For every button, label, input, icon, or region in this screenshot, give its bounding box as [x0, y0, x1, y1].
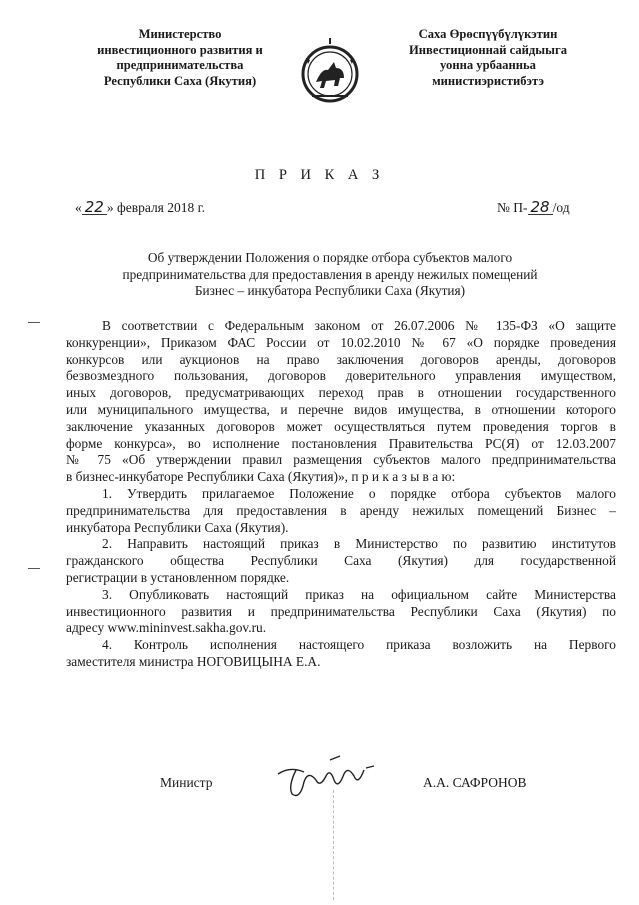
item-2-line: 2. Направить настоящий приказ в Министерство по развитию институтов [102, 536, 616, 552]
order-body [66, 318, 616, 671]
punch-mark [28, 568, 40, 569]
header-right-line: Саха Өрөспүүбүлүкэтин [418, 27, 558, 41]
header-left-line: Министерство [138, 27, 222, 41]
item-1-line: предпринимательства для предоставления в аренду нежилых помещений Бизнес – [66, 502, 616, 518]
item-3-line: адресу www.mininvest.sakha.gov.ru. [66, 620, 267, 636]
title-line: Об утверждении Положения о порядке отбора субъектов малого [147, 250, 513, 265]
item-1-line: инкубатора Республики Саха (Якутия). [66, 519, 289, 535]
title-line: Бизнес – инкубатора Республики Саха (Якутия) [194, 283, 466, 298]
signatory-name: А.А. САФРОНОВ [423, 775, 527, 790]
body-line: конкуренции», Приказом ФАС России от 10.02.2010 № 67 «О порядке проведения [66, 334, 616, 350]
body-line: в бизнес-инкубаторе Республики Саха (Якутия)», п р и к а з ы в а ю: [66, 469, 456, 485]
body-line: иных договоров, предусматривающих переход прав в отношении государственного [66, 385, 616, 401]
body-line: № 75 «Об утверждении правил размещения субъектов малого предпринимательства [66, 452, 616, 468]
number-suffix: /од [552, 200, 570, 215]
body-line: заключение указанных договоров может осуществляться путем проведения торгов в [66, 418, 616, 434]
body-line: форме конкурса», во исполнение постановления Правительства РС(Я) от 12.03.2007 [66, 435, 616, 451]
date-open-quote: « [75, 200, 82, 215]
body-line: безвозмездного пользования, договоров доверительного управления имуществом, [66, 368, 616, 384]
document-type-heading: П Р И К А З [254, 167, 385, 183]
date-month-year: » февраля 2018 г. [106, 200, 206, 215]
header-left-line: Республики Саха (Якутия) [103, 73, 257, 88]
number-prefix: № П- [497, 200, 528, 215]
ministry-name-russian [70, 27, 290, 89]
body-line: конкурсов или аукционов на право заключения договоров аренды, договоров [66, 351, 616, 367]
title-line: предпринимательства для предоставления в аренду нежилых помещений [122, 266, 538, 282]
body-line: или муниципального имущества, и перечне видов имущества, в отношении которого [66, 401, 616, 417]
body-line: В соответствии с Федеральным законом от 26.07.2006 № 135-ФЗ «О защите [102, 318, 616, 333]
fold-line [333, 790, 334, 900]
handwritten-signature [270, 752, 380, 808]
item-3-line: инвестиционного развития и предпринимательства Республики Саха (Якутия) по [66, 603, 616, 619]
coat-of-arms-emblem [298, 38, 362, 106]
order-date [75, 200, 205, 216]
item-4-line: 4. Контроль исполнения настоящего приказа возложить на Первого [102, 637, 616, 653]
header-right-line: Инвестиционнай сайдыыга [408, 42, 567, 57]
item-1-line: 1. Утвердить прилагаемое Положение о порядке отбора субъектов малого [102, 485, 616, 501]
header-left-line: предпринимательства [116, 58, 244, 72]
order-title [80, 250, 580, 300]
number-value-handwritten: 28 [528, 200, 553, 215]
order-number [497, 200, 570, 216]
date-day-handwritten: 22 [82, 200, 107, 215]
item-2-line: гражданского общества Республики Саха (Якутия) для государственной [66, 553, 616, 569]
header-left-line: инвестиционного развития и [97, 42, 263, 57]
ministry-name-yakut [378, 27, 598, 89]
item-2-line: регистрации в установленном порядке. [66, 569, 290, 585]
punch-mark [28, 322, 40, 323]
header-right-line: министиэристибэтэ [432, 73, 544, 88]
item-4-line: заместителя министра НОГОВИЦЫНА Е.А. [66, 653, 321, 669]
header-right-line: уонна урбаанньа [440, 58, 536, 72]
signatory-title: Министр [160, 775, 213, 790]
item-3-line: 3. Опубликовать настоящий приказ на официальном сайте Министерства [102, 586, 616, 602]
